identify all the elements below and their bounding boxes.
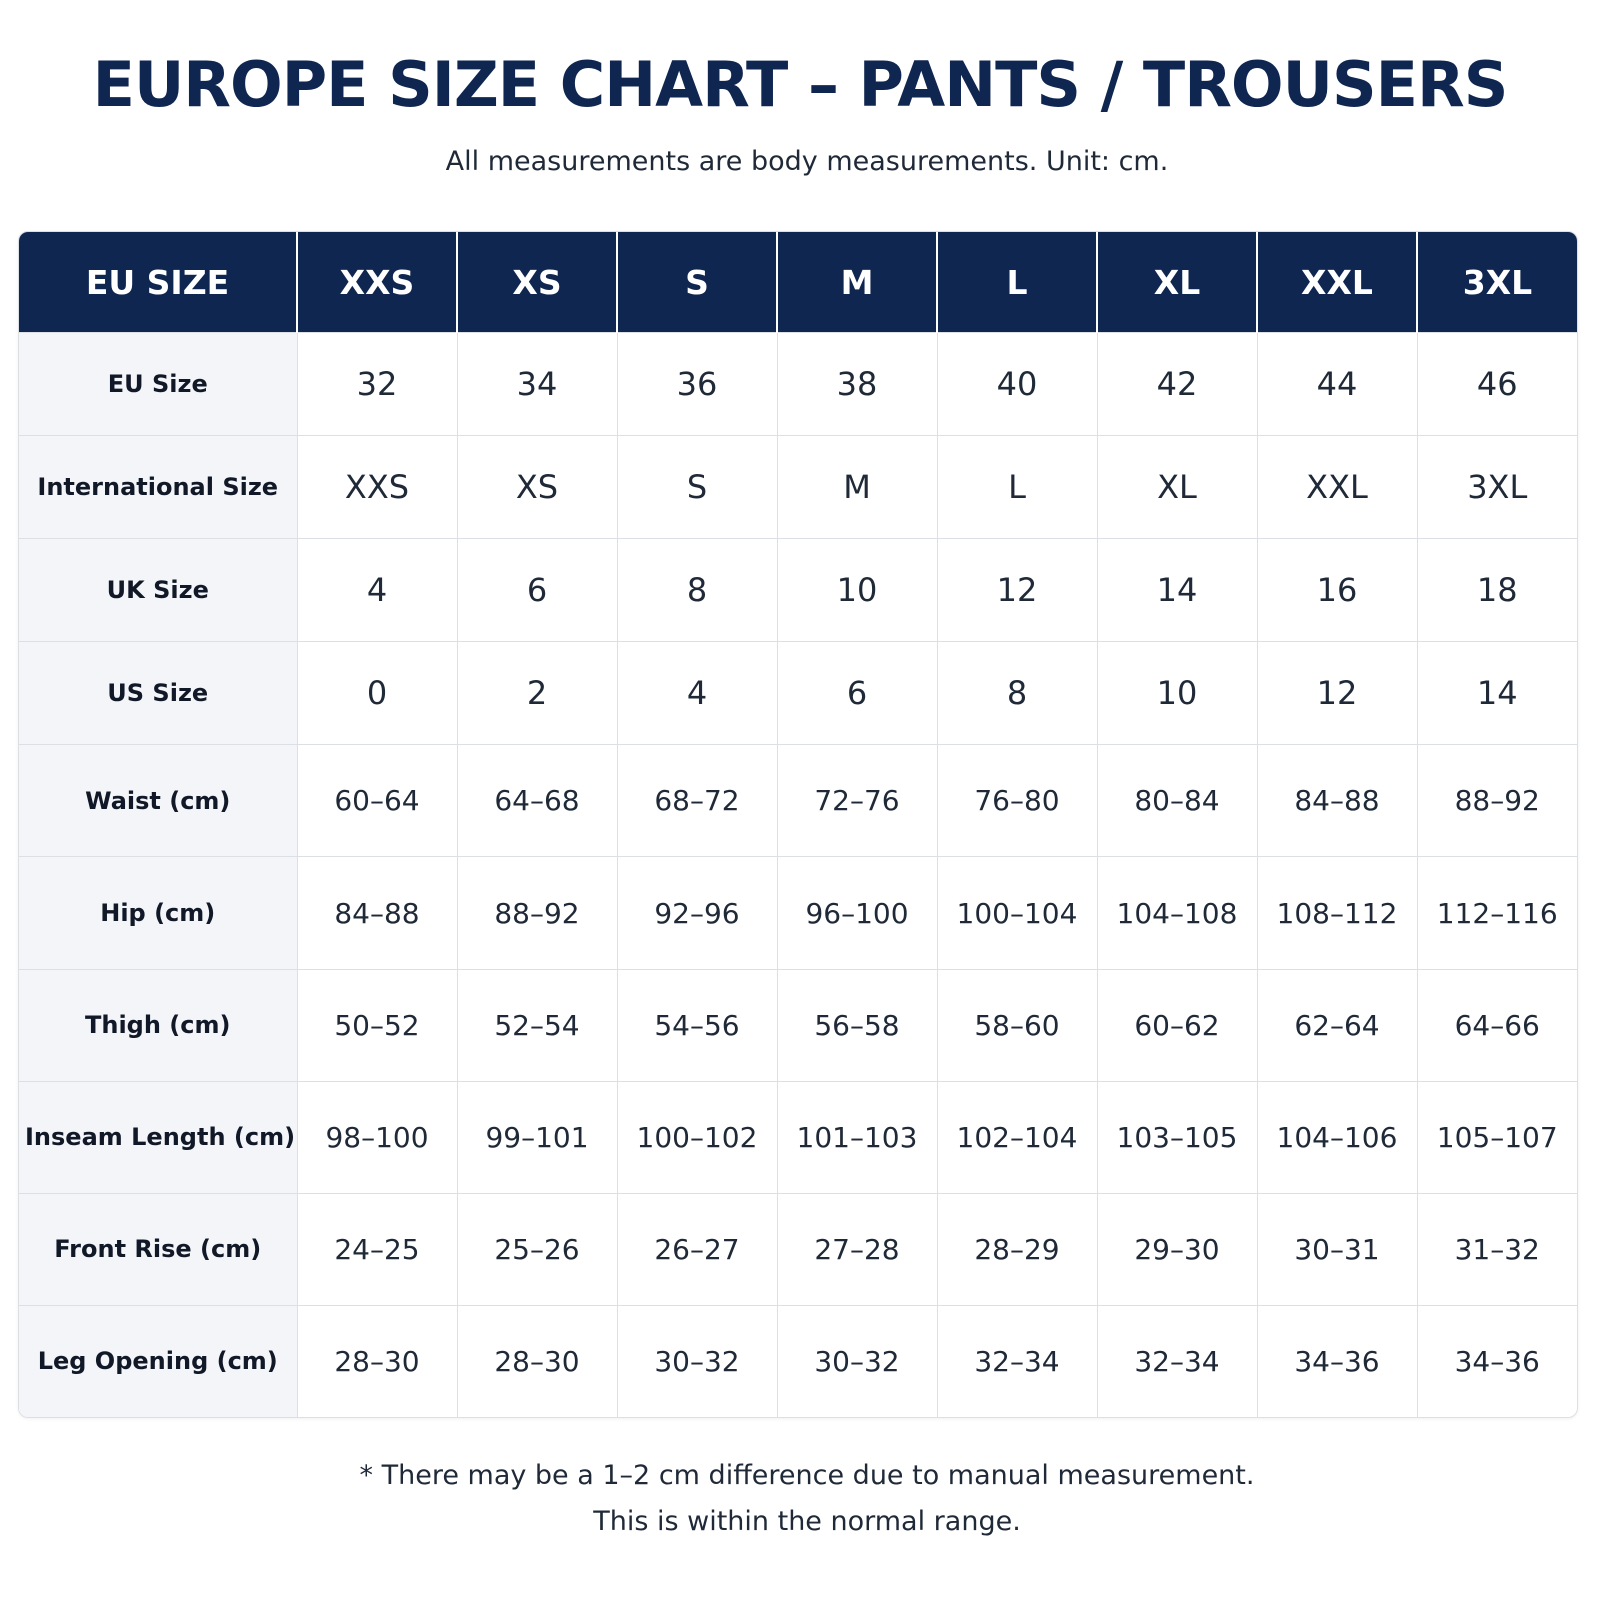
table-cell: 10 bbox=[1097, 642, 1257, 745]
row-label: International Size bbox=[19, 436, 297, 539]
table-cell: XXS bbox=[297, 436, 457, 539]
footnote-measurement-difference: * There may be a 1–2 cm difference due to manual measurement. bbox=[359, 1460, 1255, 1491]
row-label: Front Rise (cm) bbox=[19, 1193, 297, 1305]
table-cell: 30–31 bbox=[1257, 1193, 1417, 1305]
table-row bbox=[19, 642, 1577, 745]
size-chart-table bbox=[19, 232, 1577, 1417]
table-cell: 32–34 bbox=[937, 1305, 1097, 1417]
table-cell: XS bbox=[457, 436, 617, 539]
size-chart-table-container bbox=[18, 231, 1578, 1418]
row-label: Inseam Length (cm) bbox=[19, 1081, 297, 1193]
table-cell: 2 bbox=[457, 642, 617, 745]
table-cell: 18 bbox=[1417, 539, 1577, 642]
table-row bbox=[19, 436, 1577, 539]
table-cell: 92–96 bbox=[617, 857, 777, 969]
table-cell: 28–30 bbox=[457, 1305, 617, 1417]
table-cell: 52–54 bbox=[457, 969, 617, 1081]
table-cell: 84–88 bbox=[297, 857, 457, 969]
table-cell: 104–106 bbox=[1257, 1081, 1417, 1193]
table-cell: 32 bbox=[297, 333, 457, 436]
column-header-xl: XL bbox=[1097, 232, 1257, 333]
table-cell: 68–72 bbox=[617, 745, 777, 857]
row-label: Waist (cm) bbox=[19, 745, 297, 857]
table-cell: 102–104 bbox=[937, 1081, 1097, 1193]
table-row bbox=[19, 969, 1577, 1081]
table-cell: 29–30 bbox=[1097, 1193, 1257, 1305]
table-cell: 99–101 bbox=[457, 1081, 617, 1193]
table-cell: 100–104 bbox=[937, 857, 1097, 969]
table-cell: S bbox=[617, 436, 777, 539]
table-row bbox=[19, 1305, 1577, 1417]
table-cell: 96–100 bbox=[777, 857, 937, 969]
table-cell: 64–66 bbox=[1417, 969, 1577, 1081]
table-cell: 34–36 bbox=[1257, 1305, 1417, 1417]
table-cell: 34 bbox=[457, 333, 617, 436]
table-cell: 4 bbox=[617, 642, 777, 745]
table-cell: 44 bbox=[1257, 333, 1417, 436]
row-label: Leg Opening (cm) bbox=[19, 1305, 297, 1417]
table-cell: 34–36 bbox=[1417, 1305, 1577, 1417]
column-header-xxl: XXL bbox=[1257, 232, 1417, 333]
row-label: EU Size bbox=[19, 333, 297, 436]
table-cell: 58–60 bbox=[937, 969, 1097, 1081]
table-row bbox=[19, 539, 1577, 642]
table-row bbox=[19, 745, 1577, 857]
footnote-normal-range: This is within the normal range. bbox=[593, 1506, 1021, 1537]
table-row bbox=[19, 1081, 1577, 1193]
table-cell: 31–32 bbox=[1417, 1193, 1577, 1305]
table-cell: L bbox=[937, 436, 1097, 539]
table-cell: 40 bbox=[937, 333, 1097, 436]
table-cell: 28–29 bbox=[937, 1193, 1097, 1305]
table-cell: 105–107 bbox=[1417, 1081, 1577, 1193]
table-cell: XL bbox=[1097, 436, 1257, 539]
table-cell: 84–88 bbox=[1257, 745, 1417, 857]
table-cell: 8 bbox=[937, 642, 1097, 745]
table-cell: 10 bbox=[777, 539, 937, 642]
table-cell: 6 bbox=[777, 642, 937, 745]
table-cell: 27–28 bbox=[777, 1193, 937, 1305]
table-cell: 104–108 bbox=[1097, 857, 1257, 969]
table-cell: 112–116 bbox=[1417, 857, 1577, 969]
table-cell: 100–102 bbox=[617, 1081, 777, 1193]
table-cell: 42 bbox=[1097, 333, 1257, 436]
table-cell: 62–64 bbox=[1257, 969, 1417, 1081]
table-cell: 12 bbox=[1257, 642, 1417, 745]
table-cell: 26–27 bbox=[617, 1193, 777, 1305]
table-cell: 64–68 bbox=[457, 745, 617, 857]
table-cell: 30–32 bbox=[617, 1305, 777, 1417]
row-label: US Size bbox=[19, 642, 297, 745]
table-row bbox=[19, 333, 1577, 436]
table-cell: 103–105 bbox=[1097, 1081, 1257, 1193]
column-header-l: L bbox=[937, 232, 1097, 333]
table-cell: 56–58 bbox=[777, 969, 937, 1081]
table-cell: 6 bbox=[457, 539, 617, 642]
column-header-3xl: 3XL bbox=[1417, 232, 1577, 333]
table-cell: 72–76 bbox=[777, 745, 937, 857]
table-cell: 88–92 bbox=[457, 857, 617, 969]
column-header-xxs: XXS bbox=[297, 232, 457, 333]
row-label: UK Size bbox=[19, 539, 297, 642]
page-subtitle: All measurements are body measurements. Unit: cm. bbox=[445, 146, 1169, 177]
table-body bbox=[19, 333, 1577, 1418]
table-cell: 0 bbox=[297, 642, 457, 745]
column-header-m: M bbox=[777, 232, 937, 333]
table-header-row bbox=[19, 232, 1577, 333]
table-cell: M bbox=[777, 436, 937, 539]
table-cell: 25–26 bbox=[457, 1193, 617, 1305]
table-cell: 101–103 bbox=[777, 1081, 937, 1193]
table-cell: 14 bbox=[1097, 539, 1257, 642]
page-title: EUROPE SIZE CHART – PANTS / TROUSERS bbox=[92, 48, 1508, 121]
table-cell: 24–25 bbox=[297, 1193, 457, 1305]
table-cell: 46 bbox=[1417, 333, 1577, 436]
table-cell: 4 bbox=[297, 539, 457, 642]
table-cell: 36 bbox=[617, 333, 777, 436]
table-cell: 8 bbox=[617, 539, 777, 642]
table-cell: XXL bbox=[1257, 436, 1417, 539]
table-row bbox=[19, 1193, 1577, 1305]
table-cell: 108–112 bbox=[1257, 857, 1417, 969]
table-cell: 38 bbox=[777, 333, 937, 436]
column-header-xs: XS bbox=[457, 232, 617, 333]
table-cell: 98–100 bbox=[297, 1081, 457, 1193]
table-cell: 54–56 bbox=[617, 969, 777, 1081]
column-header-eu-size: EU SIZE bbox=[19, 232, 297, 333]
table-cell: 3XL bbox=[1417, 436, 1577, 539]
column-header-s: S bbox=[617, 232, 777, 333]
table-cell: 16 bbox=[1257, 539, 1417, 642]
table-cell: 12 bbox=[937, 539, 1097, 642]
row-label: Thigh (cm) bbox=[19, 969, 297, 1081]
table-cell: 50–52 bbox=[297, 969, 457, 1081]
table-cell: 28–30 bbox=[297, 1305, 457, 1417]
table-cell: 32–34 bbox=[1097, 1305, 1257, 1417]
table-cell: 60–64 bbox=[297, 745, 457, 857]
table-cell: 14 bbox=[1417, 642, 1577, 745]
table-cell: 30–32 bbox=[777, 1305, 937, 1417]
table-cell: 60–62 bbox=[1097, 969, 1257, 1081]
table-cell: 76–80 bbox=[937, 745, 1097, 857]
table-row bbox=[19, 857, 1577, 969]
table-cell: 80–84 bbox=[1097, 745, 1257, 857]
table-cell: 88–92 bbox=[1417, 745, 1577, 857]
row-label: Hip (cm) bbox=[19, 857, 297, 969]
